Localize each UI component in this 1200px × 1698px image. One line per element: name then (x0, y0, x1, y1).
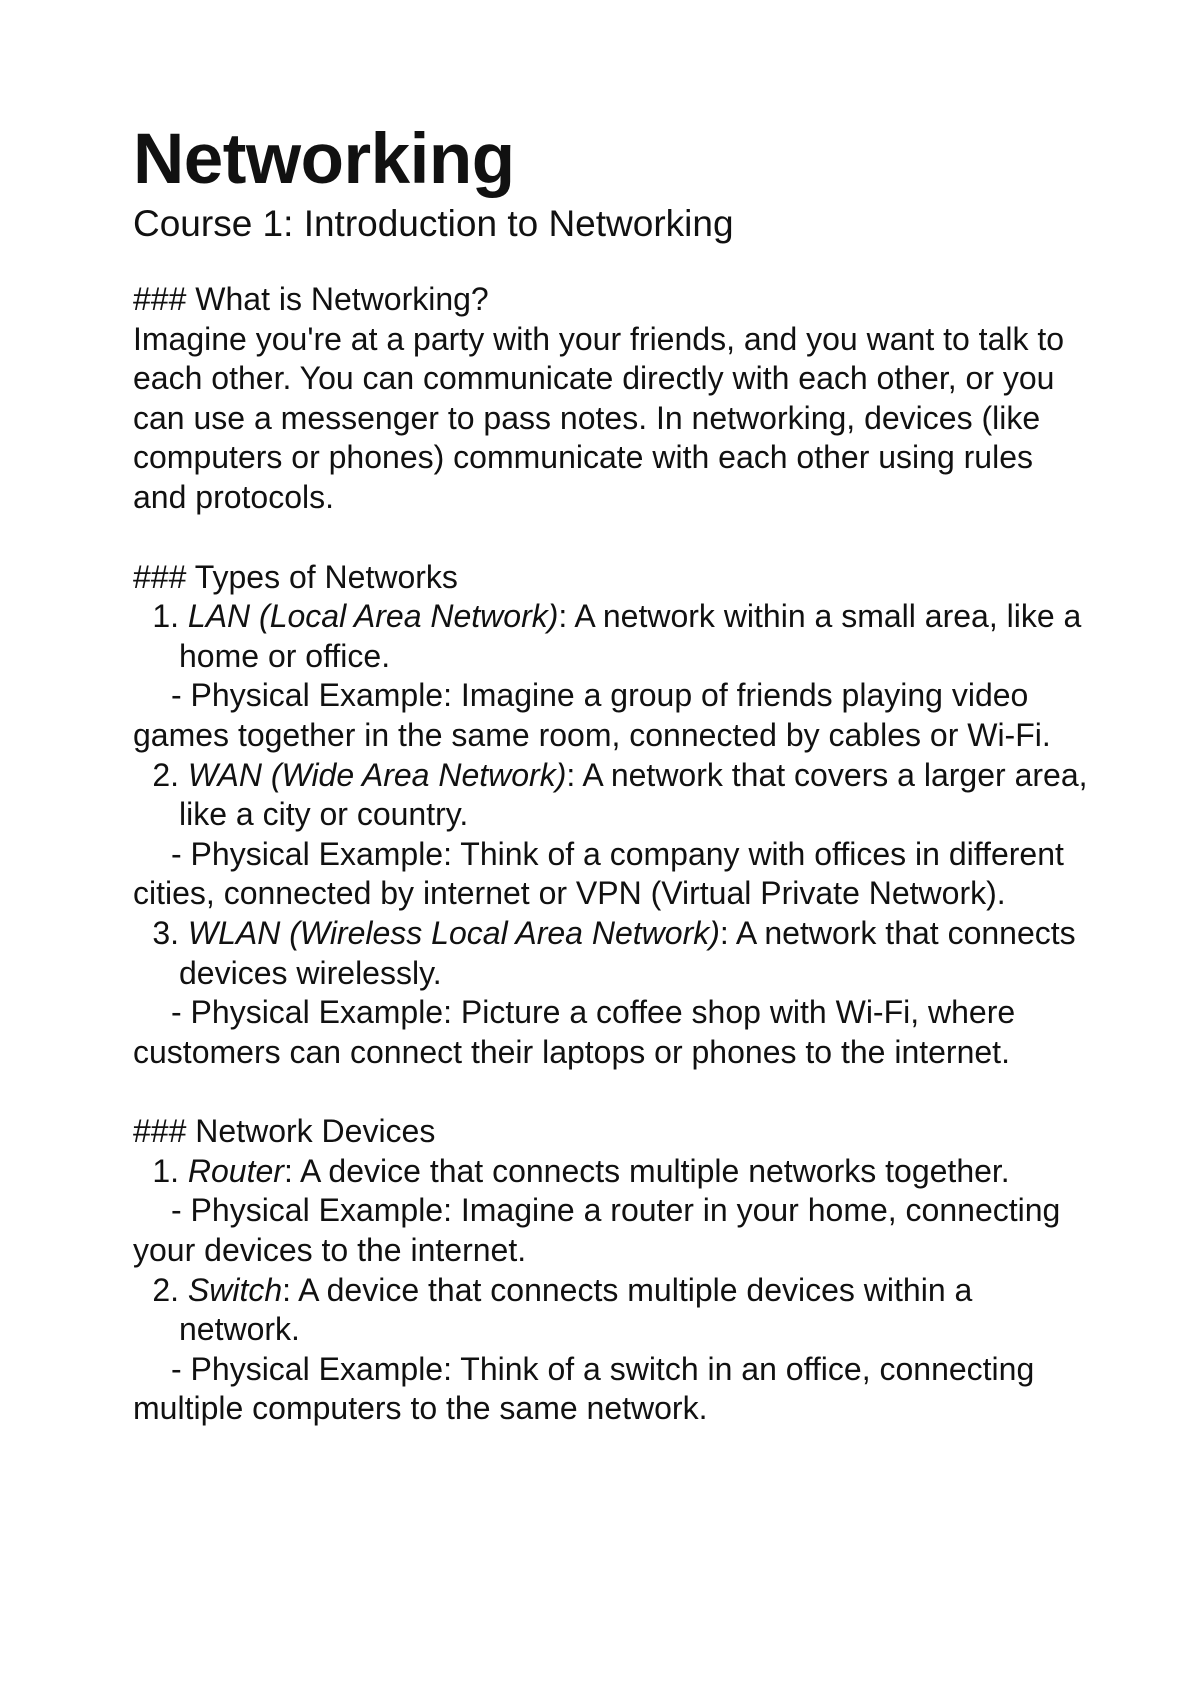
list-description: : A device that connects multiple devices within a network. (179, 1271, 973, 1348)
list-item (133, 914, 1093, 993)
list-description: : A network within a small area, like a home or office. (179, 598, 1082, 674)
list-description: : A device that connects multiple networks together. (283, 1152, 1010, 1189)
list-term: Switch (187, 1271, 283, 1308)
section-heading-devices: ### Network Devices (133, 1113, 436, 1150)
spacer (133, 1072, 1093, 1112)
document-page (133, 118, 1093, 1429)
list-number: 2. (152, 756, 179, 793)
spacer (133, 518, 1093, 558)
section-body-what: Imagine you're at a party with your friends, and you want to talk to each other. You can communicate directly with each other, or you can use a messenger to pass notes. In networking, devices (like computers or phones) communicate with each other using rules and protocols. (133, 320, 1065, 515)
page-subtitle: Course 1: Introduction to Networking (133, 203, 734, 244)
section-heading-what: ### What is Networking? (133, 281, 489, 317)
list-number: 3. (152, 914, 179, 951)
physical-example: - Physical Example: Picture a coffee shop with Wi-Fi, where customers can connect their laptops or phones to the internet. (133, 994, 1016, 1070)
list-description: : A network that connects devices wirelessly. (179, 914, 1076, 991)
list-item (133, 756, 1093, 835)
page-title: Networking (133, 120, 515, 199)
physical-example: - Physical Example: Think of a company with offices in different cities, connected by internet or VPN (Virtual Private Network). (133, 835, 1064, 912)
physical-example: - Physical Example: Think of a switch in an office, connecting multiple computers to the same network. (133, 1350, 1035, 1427)
list-item (133, 597, 1093, 676)
physical-example: - Physical Example: Imagine a router in your home, connecting your devices to the internet. (133, 1192, 1061, 1269)
list-term: Router (187, 1152, 284, 1189)
list-term: LAN (Local Area Network) (187, 598, 559, 635)
section-heading-types: ### Types of Networks (133, 558, 458, 595)
list-number: 2. (152, 1271, 179, 1308)
list-number: 1. (152, 598, 179, 635)
list-number: 1. (152, 1152, 179, 1189)
physical-example: - Physical Example: Imagine a group of friends playing video games together in the same room, connected by cables or Wi-Fi. (133, 677, 1051, 753)
list-term: WLAN (Wireless Local Area Network) (187, 914, 720, 951)
list-item (133, 1152, 1093, 1192)
list-term: WAN (Wide Area Network) (187, 756, 567, 793)
list-item (133, 1271, 1093, 1350)
list-description: : A network that covers a larger area, like a city or country. (179, 756, 1088, 833)
